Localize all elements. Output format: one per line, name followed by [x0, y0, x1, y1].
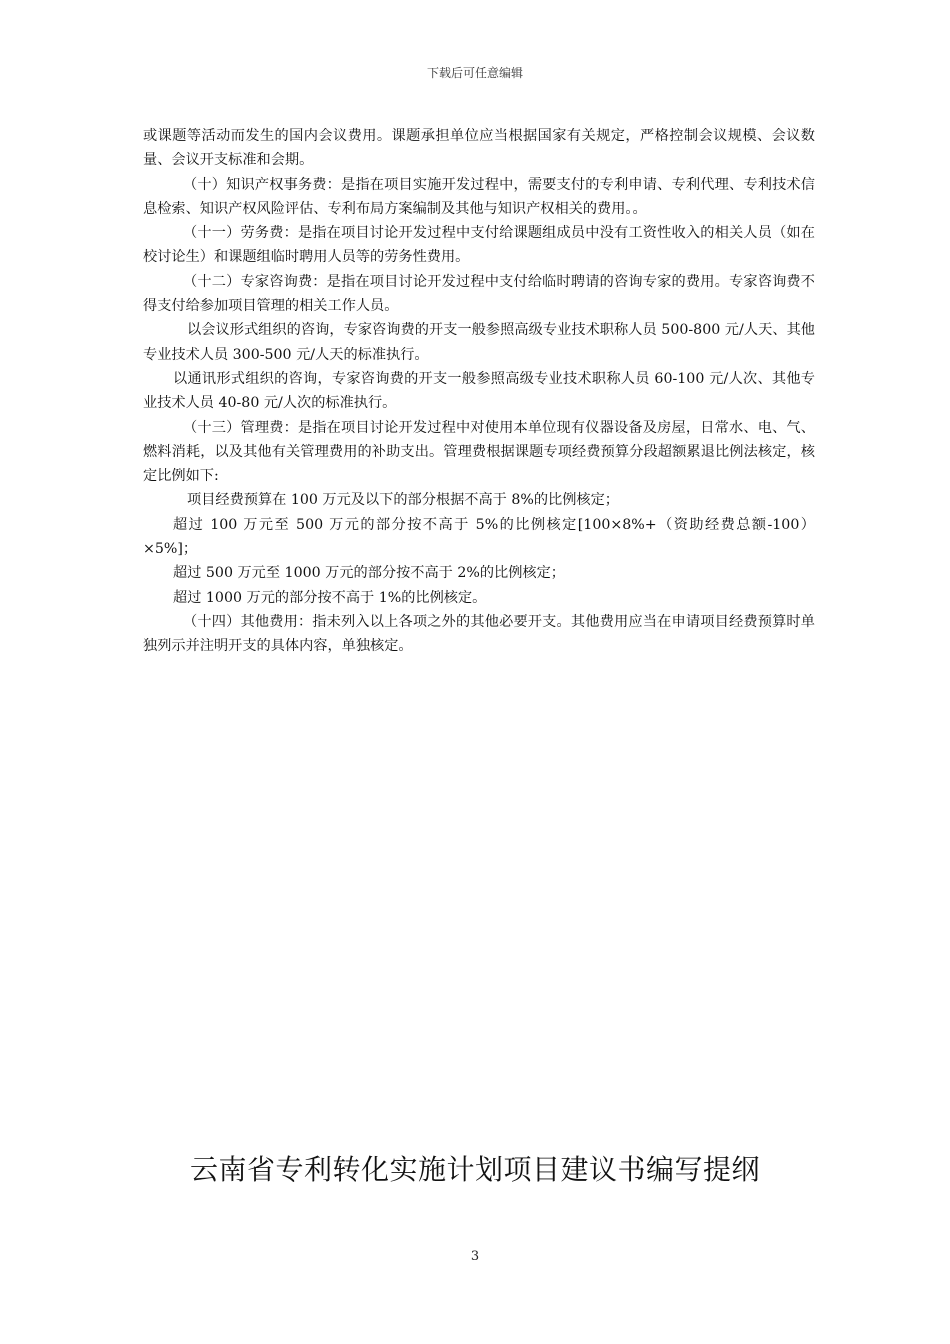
paragraph-rate-tier-2: 超过 100 万元至 500 万元的部分按不高于 5%的比例核定[100×8%+（资助经费总额-100）×5%]； — [143, 516, 815, 558]
paragraph-expert-fee: （十二）专家咨询费：是指在项目讨论开发过程中支付给临时聘请的咨询专家的费用。专家咨询费不得支付给参加项目管理的相关工作人员。 — [143, 273, 815, 315]
paragraph-ip-fee: （十）知识产权事务费：是指在项目实施开发过程中，需要支付的专利申请、专利代理、专利技术信息检索、知识产权风险评估、专利布局方案编制及其他与知识产权相关的费用。。 — [143, 176, 815, 217]
section-title: 云南省专利转化实施计划项目建议书编写提纲 — [189, 1153, 760, 1186]
paragraph-labor-fee: （十一）劳务费：是指在项目讨论开发过程中支付给课题组成员中没有工资性收入的相关人员（如在校讨论生）和课题组临时聘用人员等的劳务性费用。 — [143, 225, 815, 266]
paragraph-telecom-consult: 以通讯形式组织的咨询，专家咨询费的开支一般参照高级专业技术职称人员 60-100 元/人次、其他专业技术人员 40-80 元/人次的标准执行。 — [143, 370, 815, 412]
paragraph-other-fee: （十四）其他费用：指未列入以上各项之外的其他必要开支。其他费用应当在申请项目经费预算时单独列示并注明开支的具体内容，单独核定。 — [143, 613, 815, 655]
paragraph-meeting-fee-end: 或课题等活动而发生的国内会议费用。课题承担单位应当根据国家有关规定，严格控制会议规模、会议数量、会议开支标准和会期。 — [143, 128, 815, 169]
paragraph-management-fee: （十三）管理费：是指在项目讨论开发过程中对使用本单位现有仪器设备及房屋，日常水、电、气、燃料消耗，以及其他有关管理费用的补助支出。管理费根据课题专项经费预算分段超额累退比例法核定，核定比例如下: — [143, 419, 815, 485]
page-number: 3 — [470, 1249, 480, 1264]
paragraph-rate-tier-3: 超过 500 万元至 1000 万元的部分按不高于 2%的比例核定； — [173, 565, 565, 582]
paragraph-rate-tier-4: 超过 1000 万元的部分按不高于 1%的比例核定。 — [173, 589, 487, 606]
paragraph-meeting-consult: 以会议形式组织的咨询，专家咨询费的开支一般参照高级专业技术职称人员 500-800 元/人天、其他专业技术人员 300-500 元/人天的标准执行。 — [143, 322, 815, 363]
document-body — [143, 124, 815, 659]
paragraph-rate-tier-1: 项目经费预算在 100 万元及以下的部分根据不高于 8%的比例核定； — [187, 492, 619, 509]
page-header: 下载后可任意编辑 — [426, 66, 523, 80]
